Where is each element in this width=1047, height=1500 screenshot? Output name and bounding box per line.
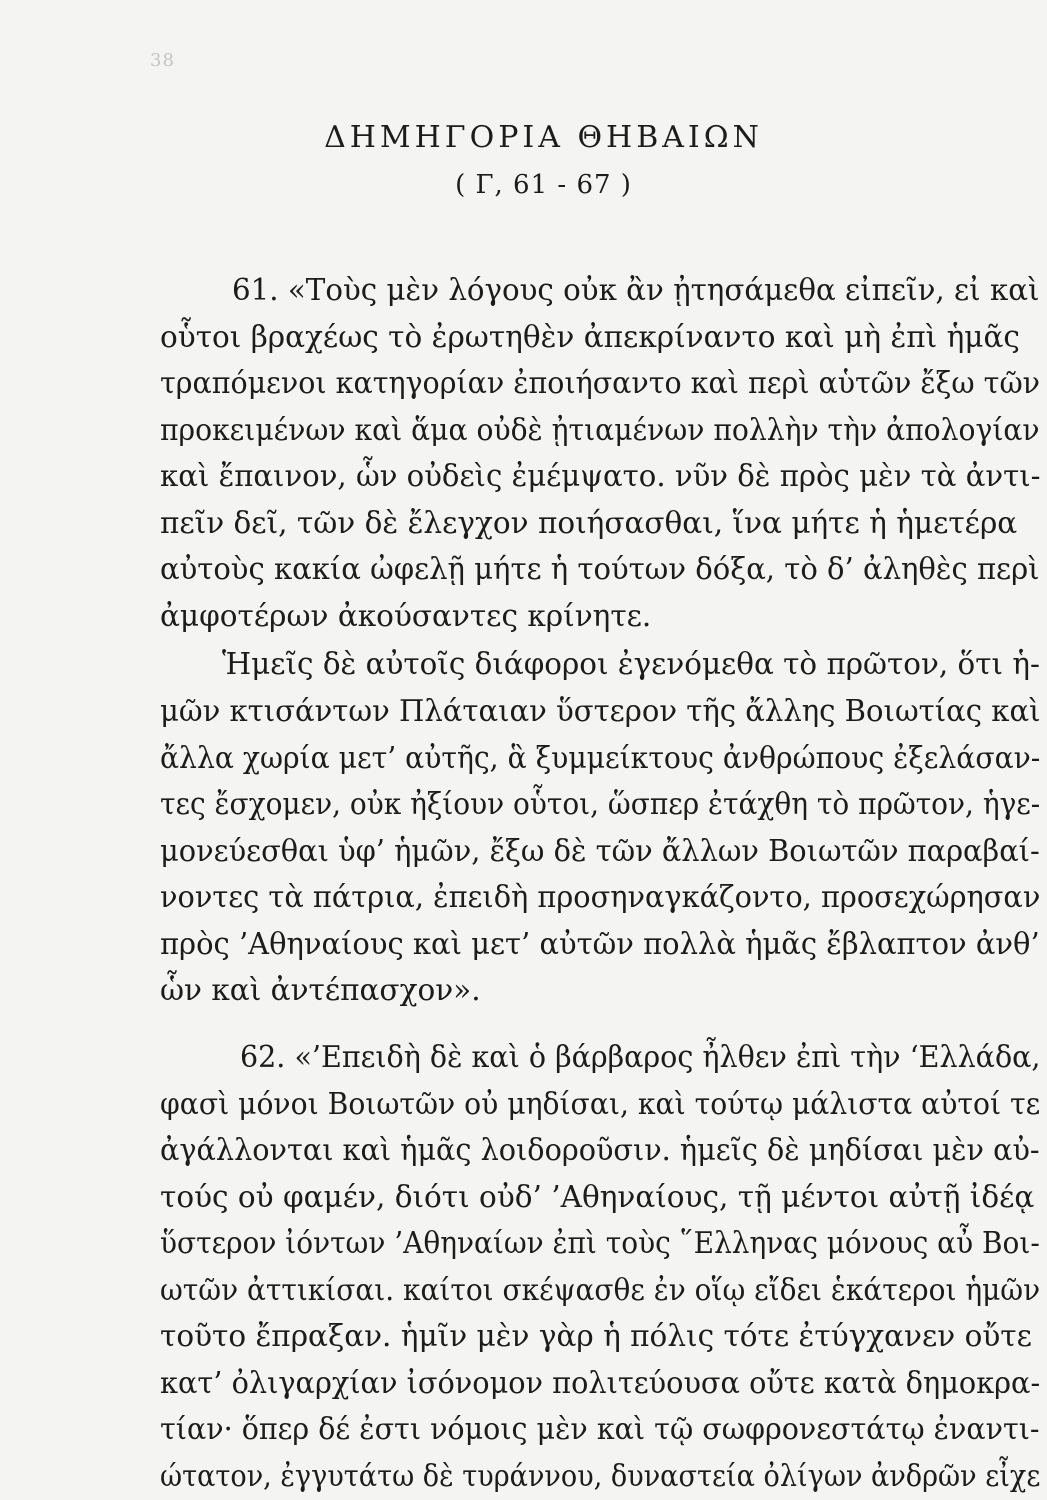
text-line: τίαν· ὅπερ δέ ἐστι νόμοις μὲν καὶ τῷ σωφρονεστάτῳ ἐναντι- [160, 1412, 1040, 1447]
text-line: πεῖν δεῖ, τῶν δὲ ἔλεγχον ποιήσασθαι, ἵνα μήτε ἡ ἡμετέρα [160, 505, 1018, 540]
page-title: ΔΗΜΗΓΟΡΙΑ ΘΗΒΑΙΩΝ [324, 120, 763, 155]
text-line: ἀμφοτέρων ἀκούσαντες κρίνητε. [160, 598, 652, 633]
text-line: καὶ ἔπαινον, ὧν οὐδεὶς ἐμέμψατο. νῦν δὲ πρὸς μὲν τὰ ἀντι- [160, 459, 1041, 494]
page-number: 38 [150, 50, 175, 71]
text-line: 62. «’Επειδὴ δὲ καὶ ὁ βάρβαρος ἦλθεν ἐπὶ τὴν ‘Ελλάδα, [240, 1039, 1041, 1074]
text-line: τες ἔσχομεν, οὐκ ἠξίουν οὗτοι, ὥσπερ ἐτάχθη τὸ πρῶτον, ἡγε- [160, 787, 1041, 822]
text-line: ἀγάλλονται καὶ ἡμᾶς λοιδοροῦσιν. ἡμεῖς δὲ μηδίσαι μὲν αὐ- [160, 1133, 1040, 1168]
text-line: ὕστερον ἰόντων ’Αθηναίων ἐπὶ τοὺς ῞Ελληνας μόνους αὖ Βοι- [160, 1226, 1040, 1261]
text-line: ωτῶν ἀττικίσαι. καίτοι σκέψασθε ἐν οἵῳ εἴδει ἑκάτεροι ἡμῶν [160, 1272, 1041, 1307]
text-line: τραπόμενοι κατηγορίαν ἐποιήσαντο καὶ περὶ αὑτῶν ἔξω τῶν [160, 366, 1040, 401]
text-line: ώτατον, ἐγγυτάτω δὲ τυράννου, δυναστεία ὀλίγων ἀνδρῶν εἶχε [160, 1459, 1041, 1493]
text-line: φασὶ μόνοι Βοιωτῶν οὐ μηδίσαι, καὶ τούτῳ μάλιστα αὐτοί τε [160, 1086, 1041, 1121]
text-line: τούς οὐ φαμέν, διότι οὐδ’ ’Αθηναίους, τῇ μέντοι αὐτῇ ἰδέᾳ [160, 1179, 1035, 1214]
text-line: τοῦτο ἔπραξαν. ἡμῖν μὲν γὰρ ἡ πόλις τότε ἐτύγχανεν οὔτε [160, 1319, 1032, 1354]
text-line: Ἡμεῖς δὲ αὐτοῖς διάφοροι ἐγενόμεθα τὸ πρῶτον, ὅτι ἡ- [222, 647, 1040, 682]
text-line: οὗτοι βραχέως τὸ ἐρωτηθὲν ἀπεκρίναντο καὶ μὴ ἐπὶ ἡμᾶς [160, 319, 1020, 354]
text-line: μονεύεσθαι ὑφ’ ἡμῶν, ἔξω δὲ τῶν ἄλλων Βοιωτῶν παραβαί- [160, 833, 1040, 868]
text-line: μῶν κτισάντων Πλάταιαν ὕστερον τῆς ἄλλης Βοιωτίας καὶ [160, 694, 1041, 729]
text-line: προκειμένων καὶ ἅμα οὐδὲ ᾐτιαμένων πολλὴν τὴν ἀπολογίαν [160, 412, 1040, 447]
text-line: νοντες τὰ πάτρια, ἐπειδὴ προσηναγκάζοντο, προσεχώρησαν [160, 880, 1041, 915]
text-line: αὐτοὺς κακία ὠφελῇ μήτε ἡ τούτων δόξα, τὸ δ’ ἀληθὲς περὶ [160, 552, 1040, 587]
text-line: ἄλλα χωρία μετ’ αὐτῆς, ἃ ξυμμείκτους ἀνθρώπους ἐξελάσαν- [160, 740, 1041, 775]
page-subtitle: ( Γ, 61 - 67 ) [455, 170, 632, 200]
text-line: κατ’ ὀλιγαρχίαν ἰσόνομον πολιτεύουσα οὔτε κατὰ δημοκρα- [160, 1365, 1041, 1400]
text-line: 61. «Τοὺς μὲν λόγους οὐκ ἂν ᾐτησάμεθα εἰπεῖν, εἰ καὶ [232, 273, 1040, 307]
text-line: πρὸς ’Αθηναίους καὶ μετ’ αὐτῶν πολλὰ ἡμᾶς ἔβλαπτον ἀνθ’ [160, 926, 1040, 961]
text-line: ὧν καὶ ἀντέπασχον». [160, 973, 481, 1008]
